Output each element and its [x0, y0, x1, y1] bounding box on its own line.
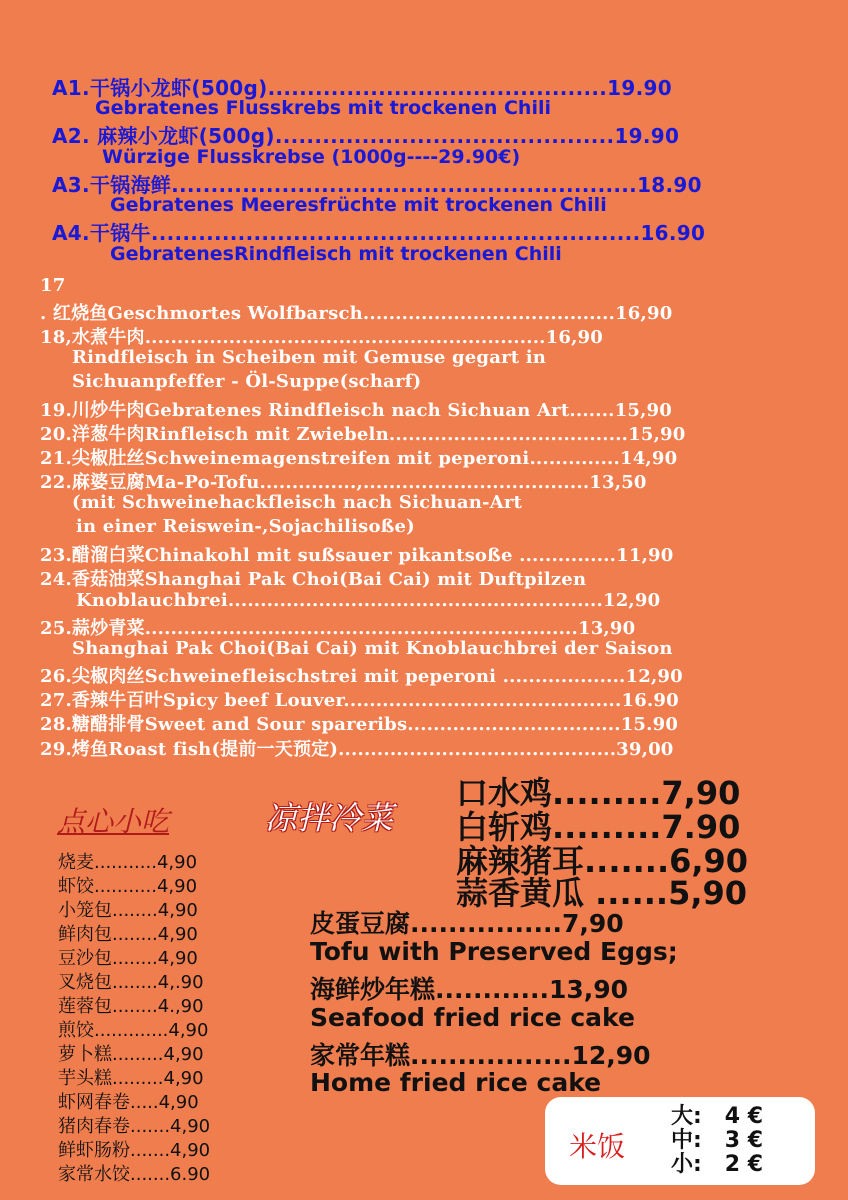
menu-line: in einer Reiswein-,Sojachilisoße) [76, 516, 415, 537]
dimsum-item: 煎饺.............4,90 [58, 1020, 209, 1041]
rice-label: 米饭 [569, 1130, 626, 1163]
featured-desc-a4: GebratenesRindfleisch mit trockenen Chili [110, 243, 562, 265]
item-price: 16.90 [640, 221, 706, 245]
menu-line: 26.尖椒肉丝Schweinefleischstrei mit peperoni ...................12,90 [40, 666, 683, 687]
rice-size: 小: [671, 1152, 702, 1177]
rice-price: 2 € [724, 1152, 764, 1177]
featured-item-a4 [52, 217, 705, 246]
dimsum-item: 虾饺...........4,90 [58, 876, 198, 897]
menu-line: 27.香辣牛百叶Spicy beef Louver...........................................16.90 [40, 690, 679, 711]
dimsum-item: 猪肉春卷.......4,90 [58, 1116, 211, 1137]
cold-dish-item: 麻辣猪耳.......6,90 [456, 842, 749, 880]
other-item-desc: Seafood fried rice cake [310, 1003, 635, 1032]
rice-size-row [671, 1105, 763, 1129]
dimsum-item: 虾网春卷.....4,90 [58, 1092, 199, 1113]
item-name: 麻辣小龙虾 [89, 124, 199, 148]
menu-line: 22.麻婆豆腐Ma-Po-Tofu...............,...................................13,50 [40, 472, 647, 493]
cold-dish-item: 蒜香黄瓜 ......5,90 [456, 874, 748, 912]
dot-leader: ........................................... [274, 124, 615, 148]
menu-line: 29.烤鱼Roast fish(提前一天预定)...........................................39,00 [40, 739, 674, 760]
cold-dish-item: 口水鸡.........7,90 [456, 774, 741, 812]
rice-box [545, 1097, 815, 1185]
menu-line: Sichuanpfeffer - Öl-Suppe(scharf) [72, 371, 422, 392]
rice-size-row [671, 1129, 763, 1153]
dot-leader: ........................................... [267, 76, 608, 100]
rice-size-row [671, 1153, 763, 1177]
dimsum-item: 萝卜糕.........4,90 [58, 1044, 204, 1065]
menu-line: 24.香菇油菜Shanghai Pak Choi(Bai Cai) mit Duftpilzen [40, 569, 587, 590]
menu-line: Knoblauchbrei..........................................................12,90 [76, 590, 661, 611]
dot-leader: ........................................................... [171, 173, 638, 197]
other-item: 海鲜炒年糕............13,90 [310, 975, 629, 1004]
dimsum-item: 鲜虾肠粉.......4,90 [58, 1140, 211, 1161]
item-code: A2. [52, 124, 90, 148]
other-item: 皮蛋豆腐................7,90 [310, 909, 624, 938]
menu-line: 19.川炒牛肉Gebratenes Rindfleisch nach Sichuan Art.......15,90 [40, 400, 673, 421]
dimsum-item: 芋头糕.........4,90 [58, 1068, 204, 1089]
cold-dishes-title: 凉拌冷菜 [265, 799, 394, 837]
dimsum-item: 小笼包........4,90 [58, 900, 198, 921]
cold-dish-item: 白斩鸡.........7.90 [456, 808, 741, 846]
dimsum-title: 点心小吃 [57, 805, 170, 838]
featured-desc-a2: Würzige Flusskrebse (1000g----29.90€) [102, 146, 521, 168]
menu-line: 20.洋葱牛肉Rinfleisch mit Zwiebeln.....................................15,90 [40, 424, 686, 445]
item-code: A4. [52, 221, 90, 245]
dimsum-item: 鲜肉包........4,90 [58, 924, 198, 945]
other-item-desc: Tofu with Preserved Eggs; [310, 937, 678, 966]
rice-price: 4 € [724, 1104, 764, 1129]
rice-sizes [671, 1105, 763, 1177]
menu-line: Rindfleisch in Scheiben mit Gemuse gegart in [72, 347, 547, 368]
featured-desc-a1: Gebratenes Flusskrebs mit trockenen Chili [95, 97, 551, 119]
featured-desc-a3: Gebratenes Meeresfrüchte mit trockenen Chili [110, 194, 607, 216]
rice-size: 中: [671, 1128, 702, 1153]
menu-line: 21.尖椒肚丝Schweinemagenstreifen mit peperoni..............14,90 [40, 448, 678, 469]
menu-line: . 红烧鱼Geschmortes Wolfbarsch.......................................16,90 [40, 303, 673, 324]
item-price: 19.90 [607, 76, 672, 100]
item-code: A3. [52, 173, 90, 197]
rice-price: 3 € [724, 1128, 764, 1153]
item-weight: (500g) [191, 76, 268, 100]
dimsum-item: 烧麦...........4,90 [58, 852, 198, 873]
item-name: 干锅牛 [89, 221, 151, 245]
menu-line: 18,水煮牛肉..............................................................16,90 [40, 327, 604, 348]
item-name: 干锅小龙虾 [89, 76, 192, 100]
menu-line: 23.醋溜白菜Chinakohl mit sußsauer pikantsoße ...............11,90 [40, 545, 674, 566]
dimsum-item: 豆沙包........4,90 [58, 948, 198, 969]
other-item-desc: Home fried rice cake [310, 1068, 602, 1097]
item-code: A1. [52, 76, 90, 100]
dimsum-item: 叉烧包........4,.90 [58, 972, 204, 993]
item-price: 19.90 [614, 124, 680, 148]
dimsum-item: 莲蓉包........4.,90 [58, 996, 204, 1017]
item-name: 干锅海鲜 [89, 173, 172, 197]
other-item: 家常年糕.................12,90 [310, 1041, 651, 1070]
menu-line: 25.蒜炒青菜...................................................................13,90 [40, 618, 636, 639]
item-weight: (500g) [198, 124, 275, 148]
menu-line: 17 [40, 275, 66, 296]
item-price: 18.90 [637, 173, 702, 197]
dot-leader: .............................................................. [150, 221, 641, 245]
dimsum-item: 家常水饺.......6.90 [58, 1164, 211, 1185]
menu-line: Shanghai Pak Choi(Bai Cai) mit Knoblauchbrei der Saison [72, 638, 673, 659]
menu-line: 28.糖醋排骨Sweet and Sour spareribs.................................15.90 [40, 714, 679, 735]
featured-item-a2 [52, 120, 679, 149]
menu-line: (mit Schweinehackfleisch nach Sichuan-Art [72, 492, 523, 513]
rice-size: 大: [671, 1104, 702, 1129]
